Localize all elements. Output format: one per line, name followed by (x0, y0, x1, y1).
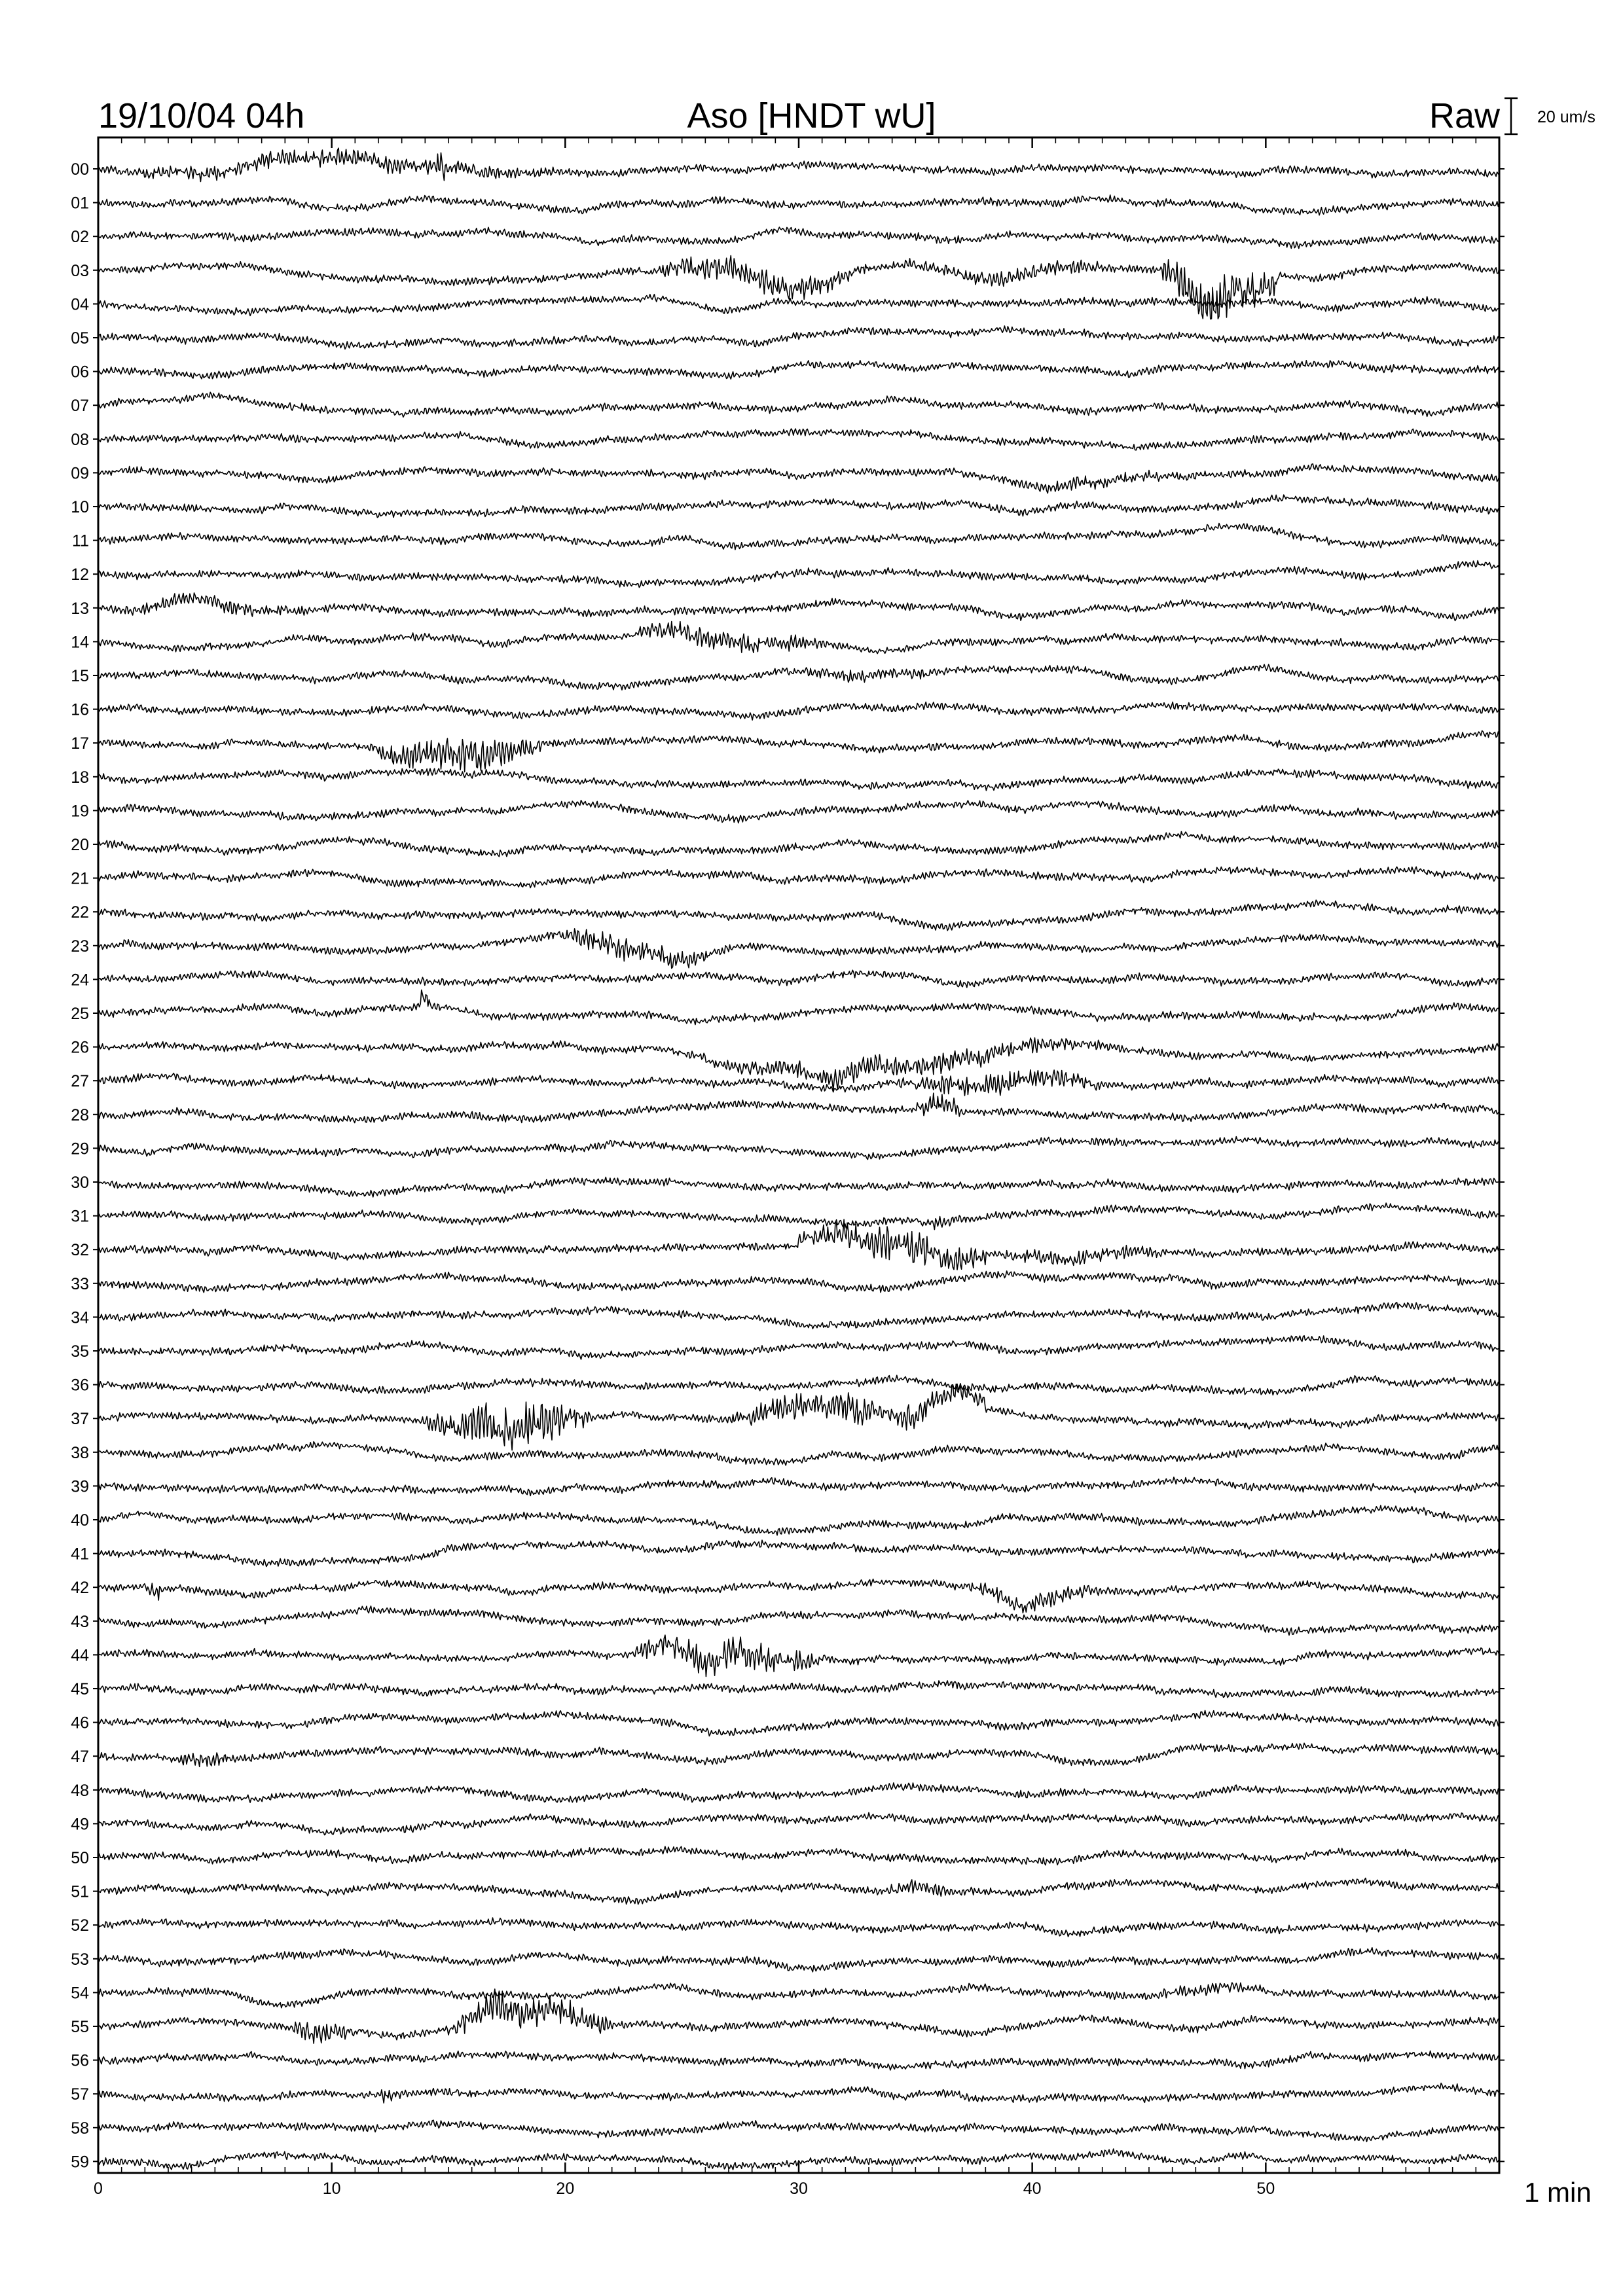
trace-row (98, 326, 1499, 349)
trace-row (98, 990, 1499, 1025)
trace-row (98, 524, 1499, 550)
station-title: Aso [HNDT wU] (687, 96, 936, 135)
x-tick-label: 50 (1256, 2179, 1275, 2198)
row-label: 59 (71, 2153, 89, 2172)
date-hour-label: 19/10/04 04h (98, 96, 305, 135)
trace-row (98, 970, 1499, 988)
row-label: 58 (71, 2119, 89, 2138)
row-label: 23 (71, 937, 89, 956)
trace-row (98, 1302, 1499, 1329)
trace-row (98, 295, 1499, 316)
trace-row (98, 1783, 1499, 1803)
trace-row (98, 702, 1499, 721)
trace-row (98, 832, 1499, 857)
row-label: 09 (71, 464, 89, 483)
row-label: 25 (71, 1005, 89, 1023)
trace-row (98, 2120, 1499, 2142)
trace-row (98, 495, 1499, 518)
row-label: 06 (71, 363, 89, 382)
trace-row (98, 1093, 1499, 1122)
trace-row (98, 664, 1499, 690)
x-tick-label: 20 (556, 2179, 575, 2198)
trace-row (98, 1579, 1499, 1613)
row-label: 52 (71, 1916, 89, 1935)
row-label: 05 (71, 329, 89, 348)
row-ticks (93, 169, 1504, 2161)
row-label: 03 (71, 261, 89, 280)
row-labels (71, 160, 89, 2171)
trace-row (98, 429, 1499, 450)
trace-row (98, 1271, 1499, 1293)
row-label: 10 (71, 498, 89, 516)
row-label: 42 (71, 1579, 89, 1598)
trace-row (98, 2051, 1499, 2070)
row-label: 30 (71, 1174, 89, 1192)
row-label: 07 (71, 397, 89, 416)
row-label: 20 (71, 836, 89, 854)
trace-row (98, 561, 1499, 588)
trace-row (98, 1989, 1499, 2043)
row-label: 32 (71, 1241, 89, 1260)
row-label: 49 (71, 1815, 89, 1834)
row-label: 40 (71, 1511, 89, 1530)
row-label: 00 (71, 160, 89, 179)
trace-row (98, 1812, 1499, 1835)
row-label: 57 (71, 2085, 89, 2104)
trace-row (98, 1606, 1499, 1636)
x-axis-tick-labels (94, 2179, 1275, 2198)
trace-row (98, 593, 1499, 621)
row-label: 17 (71, 734, 89, 753)
trace-row (98, 1505, 1499, 1535)
row-label: 55 (71, 2018, 89, 2036)
trace-row (98, 361, 1499, 379)
row-label: 04 (71, 295, 89, 314)
trace-row (98, 731, 1499, 772)
trace-row (98, 768, 1499, 791)
row-label: 50 (71, 1849, 89, 1867)
row-label: 46 (71, 1713, 89, 1732)
x-tick-label: 0 (94, 2179, 103, 2198)
row-label: 21 (71, 869, 89, 888)
trace-row (98, 1948, 1499, 1972)
row-label: 38 (71, 1443, 89, 1462)
row-label: 15 (71, 667, 89, 685)
row-label: 36 (71, 1376, 89, 1395)
row-label: 16 (71, 700, 89, 719)
trace-row (98, 1177, 1499, 1197)
row-label: 33 (71, 1274, 89, 1293)
trace-row (98, 1203, 1499, 1230)
row-label: 02 (71, 228, 89, 247)
row-label: 37 (71, 1410, 89, 1429)
row-label: 51 (71, 1882, 89, 1901)
scale-bar-label: 20 um/s (1537, 108, 1596, 126)
trace-row (98, 1384, 1499, 1450)
trace-row (98, 392, 1499, 417)
trace-row (98, 1540, 1499, 1566)
trace-lines (98, 148, 1499, 2170)
row-label: 18 (71, 768, 89, 787)
time-unit-label: 1 min (1524, 2177, 1592, 2208)
trace-row (98, 1070, 1499, 1096)
trace-row (98, 256, 1499, 319)
trace-row (98, 867, 1499, 888)
row-label: 29 (71, 1139, 89, 1158)
trace-row (98, 1982, 1499, 2008)
row-label: 13 (71, 599, 89, 618)
row-label: 22 (71, 903, 89, 922)
trace-row (98, 1442, 1499, 1465)
row-label: 01 (71, 194, 89, 213)
trace-row (98, 1743, 1499, 1767)
trace-row (98, 1681, 1499, 1698)
row-label: 47 (71, 1748, 89, 1767)
trace-row (98, 2083, 1499, 2103)
trace-row (98, 800, 1499, 823)
row-label: 45 (71, 1680, 89, 1698)
trace-row (98, 227, 1499, 248)
plot-frame (98, 137, 1499, 2173)
x-tick-label: 30 (790, 2179, 808, 2198)
row-label: 31 (71, 1207, 89, 1226)
row-label: 44 (71, 1646, 89, 1665)
row-label: 34 (71, 1308, 89, 1327)
row-label: 43 (71, 1612, 89, 1631)
trace-row (98, 148, 1499, 181)
trace-row (98, 1375, 1499, 1395)
row-label: 41 (71, 1545, 89, 1564)
row-label: 19 (71, 802, 89, 821)
trace-row (98, 1710, 1499, 1736)
row-label: 26 (71, 1038, 89, 1057)
trace-row (98, 464, 1499, 493)
x-tick-label: 40 (1023, 2179, 1042, 2198)
trace-row (98, 1846, 1499, 1865)
row-label: 48 (71, 1781, 89, 1800)
row-label: 11 (72, 531, 89, 550)
trace-row (98, 195, 1499, 215)
trace-row (98, 622, 1499, 654)
row-label: 12 (71, 565, 89, 584)
trace-row (98, 1918, 1499, 1937)
trace-row (98, 1336, 1499, 1359)
trace-row (98, 1219, 1499, 1270)
row-label: 27 (71, 1072, 89, 1091)
x-tick-label: 10 (322, 2179, 341, 2198)
trace-row (98, 1038, 1499, 1090)
trace-row (98, 900, 1499, 931)
row-label: 14 (71, 633, 89, 652)
x-axis-ticks (98, 137, 1499, 2173)
trace-row (98, 1137, 1499, 1160)
trace-row (98, 1878, 1499, 1905)
row-label: 56 (71, 2051, 89, 2070)
row-label: 39 (71, 1477, 89, 1496)
trace-row (98, 1635, 1499, 1676)
trace-row (98, 1477, 1499, 1496)
row-label: 28 (71, 1105, 89, 1124)
filter-label: Raw (1429, 96, 1500, 135)
row-label: 24 (71, 971, 89, 990)
row-label: 08 (71, 430, 89, 449)
row-label: 35 (71, 1342, 89, 1361)
trace-row (98, 929, 1499, 969)
row-label: 53 (71, 1950, 89, 1969)
row-label: 54 (71, 1984, 89, 2003)
